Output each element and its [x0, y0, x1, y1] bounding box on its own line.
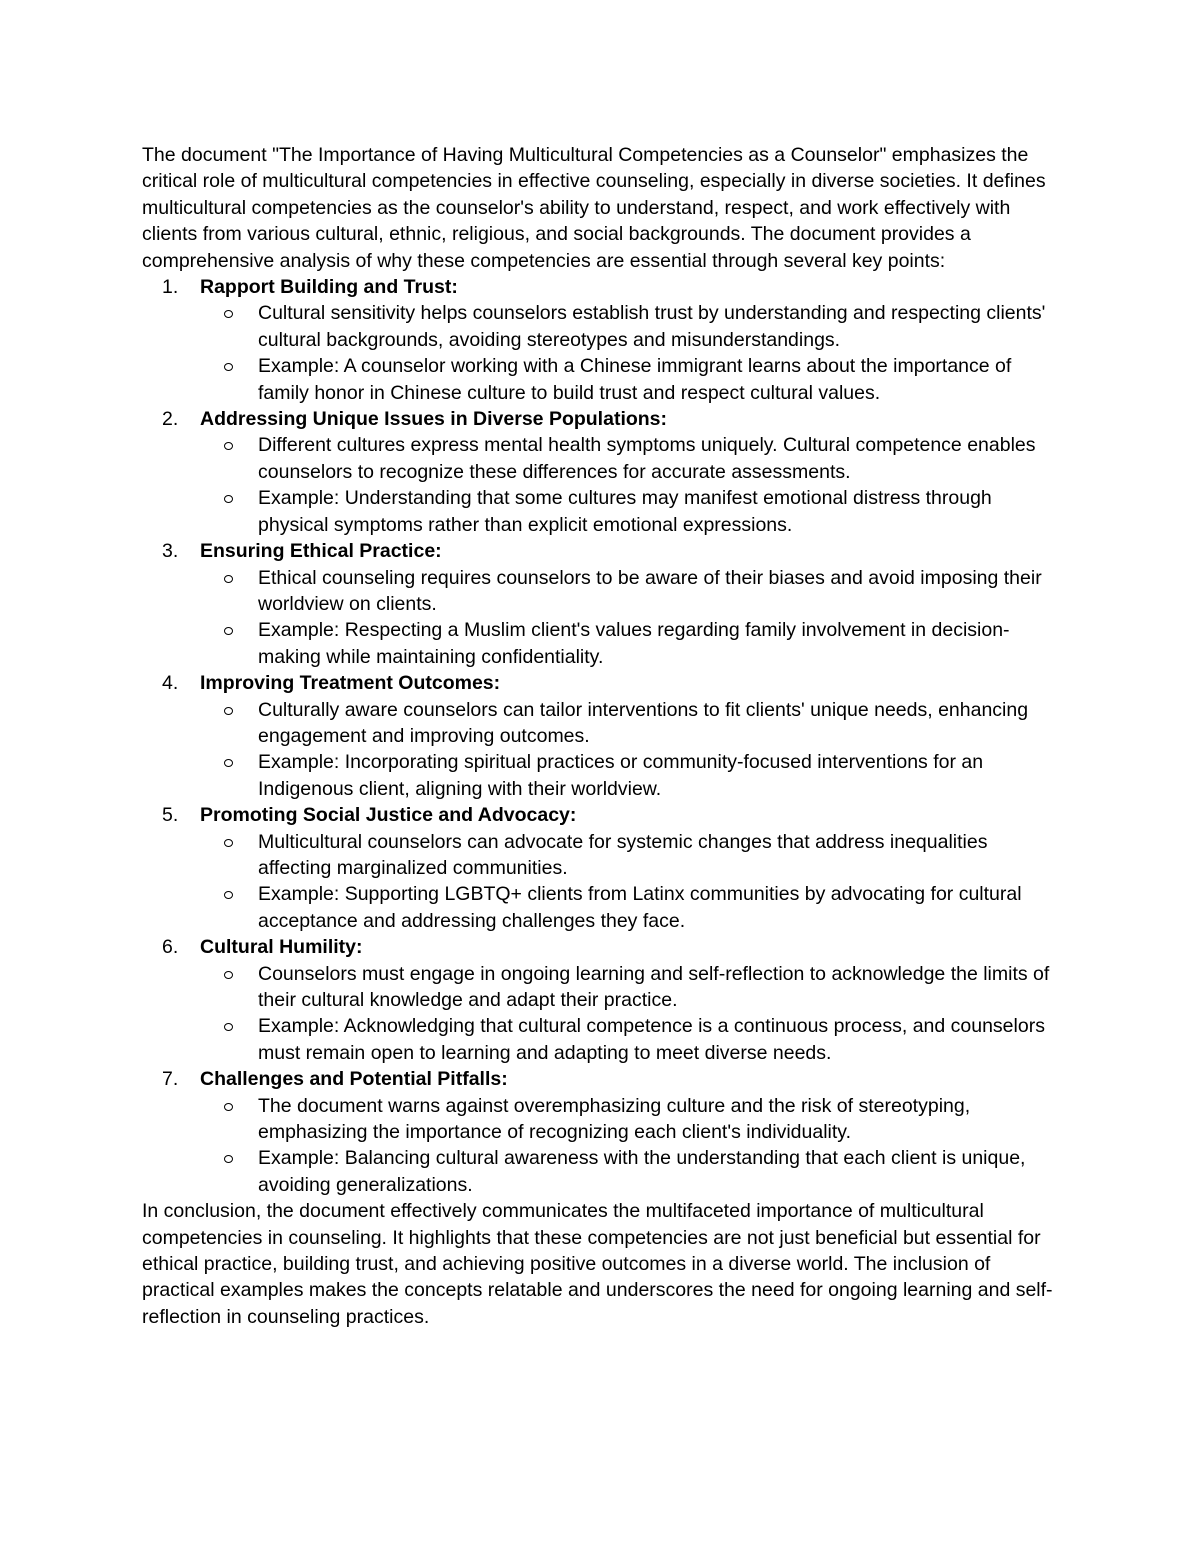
hollow-bullet-icon — [224, 575, 233, 583]
document-page — [142, 142, 1060, 1330]
sub-item — [200, 697, 1060, 750]
sub-item-text: Example: Incorporating spiritual practices or community-focused interventions for an Indigenous client, aligning with their worldview. — [258, 751, 984, 800]
hollow-bullet-icon — [224, 442, 233, 450]
sub-list — [200, 697, 1060, 803]
point-heading: Rapport Building and Trust: — [200, 276, 458, 299]
sub-list — [200, 829, 1060, 935]
sub-item-text: Multicultural counselors can advocate for systemic changes that address inequalities affecting marginalized communities. — [258, 830, 988, 879]
list-item — [142, 802, 1060, 934]
sub-item — [200, 617, 1060, 670]
list-item — [142, 274, 1060, 406]
list-item — [142, 406, 1060, 538]
point-heading: Ensuring Ethical Practice: — [200, 540, 442, 563]
list-item — [142, 934, 1060, 1066]
sub-list — [200, 1093, 1060, 1199]
sub-item — [200, 829, 1060, 882]
hollow-bullet-icon — [224, 627, 233, 635]
point-heading: Cultural Humility: — [200, 936, 363, 959]
conclusion-paragraph: In conclusion, the document effectively communicates the multifaceted importance of multicultural competencies in counseling. It highlights that these competencies are not just beneficial but essential for ethical practice, building trust, and achieving positive outcomes in a diverse world. The inclusion of practical examples makes the concepts relatable and underscores the need for ongoing learning and self-reflection in counseling practices. — [142, 1200, 1053, 1328]
sub-item-text: Culturally aware counselors can tailor interventions to fit clients' unique needs, enhancing engagement and improving outcomes. — [258, 698, 1029, 747]
list-number: 5. — [162, 804, 179, 827]
sub-item-text: Different cultures express mental health symptoms uniquely. Cultural competence enables counselors to recognize these differences for accurate assessments. — [258, 434, 1036, 483]
list-item — [142, 1066, 1060, 1198]
sub-item-text: Example: Respecting a Muslim client's values regarding family involvement in decision-making while maintaining confidentiality. — [258, 619, 1010, 668]
list-number: 7. — [162, 1068, 179, 1091]
hollow-bullet-icon — [224, 891, 233, 899]
hollow-bullet-icon — [224, 839, 233, 847]
list-number: 1. — [162, 276, 179, 299]
hollow-bullet-icon — [224, 363, 233, 371]
sub-item — [200, 432, 1060, 485]
sub-item — [200, 749, 1060, 802]
list-number: 3. — [162, 540, 179, 563]
sub-item — [200, 1145, 1060, 1198]
sub-list — [200, 565, 1060, 671]
sub-list — [200, 300, 1060, 406]
sub-item — [200, 485, 1060, 538]
sub-item-text: Ethical counseling requires counselors to be aware of their biases and avoid imposing their worldview on clients. — [258, 566, 1042, 615]
list-item — [142, 538, 1060, 670]
list-item — [142, 670, 1060, 802]
sub-item — [200, 300, 1060, 353]
sub-item-text: Example: A counselor working with a Chinese immigrant learns about the importance of family honor in Chinese culture to build trust and respect cultural values. — [258, 355, 1012, 404]
point-heading: Promoting Social Justice and Advocacy: — [200, 804, 577, 827]
hollow-bullet-icon — [224, 1103, 233, 1111]
sub-list — [200, 432, 1060, 538]
sub-item-text: Counselors must engage in ongoing learning and self-reflection to acknowledge the limits of their cultural knowledge and adapt their practice. — [258, 962, 1050, 1011]
list-number: 4. — [162, 672, 179, 695]
sub-item-text: Example: Acknowledging that cultural competence is a continuous process, and counselors must remain open to learning and adapting to meet diverse needs. — [258, 1015, 1045, 1064]
sub-item — [200, 565, 1060, 618]
sub-item-text: Example: Supporting LGBTQ+ clients from Latinx communities by advocating for cultural acceptance and addressing challenges they face. — [258, 883, 1022, 932]
sub-item-text: Cultural sensitivity helps counselors establish trust by understanding and respecting clients' cultural backgrounds, avoiding stereotypes and misunderstandings. — [258, 302, 1046, 351]
sub-item-text: The document warns against overemphasizing culture and the risk of stereotyping, emphasizing the importance of recognizing each client's individuality. — [258, 1094, 971, 1144]
hollow-bullet-icon — [224, 759, 233, 767]
key-points-list — [142, 274, 1060, 1198]
sub-item-text: Example: Understanding that some cultures may manifest emotional distress through physical symptoms rather than explicit emotional expressions. — [258, 487, 992, 536]
sub-item — [200, 961, 1060, 1014]
point-heading: Challenges and Potential Pitfalls: — [200, 1068, 508, 1091]
sub-list — [200, 961, 1060, 1067]
list-number: 6. — [162, 936, 179, 959]
intro-paragraph: The document "The Importance of Having Multicultural Competencies as a Counselor" emphasizes the critical role of multicultural competencies in effective counseling, especially in diverse societies. It defines multicultural competencies as the counselor's ability to understand, respect, and work effectively with clients from various cultural, ethnic, religious, and social backgrounds. The document provides a comprehensive analysis of why these competencies are essential through several key points: — [142, 144, 1046, 272]
hollow-bullet-icon — [224, 1155, 233, 1163]
sub-item-text: Example: Balancing cultural awareness with the understanding that each client is unique, avoiding generalizations. — [258, 1147, 1026, 1196]
hollow-bullet-icon — [224, 1023, 233, 1031]
hollow-bullet-icon — [224, 971, 233, 979]
hollow-bullet-icon — [224, 310, 233, 318]
point-heading: Addressing Unique Issues in Diverse Populations: — [200, 408, 668, 431]
list-number: 2. — [162, 408, 179, 431]
hollow-bullet-icon — [224, 707, 233, 715]
sub-item — [200, 353, 1060, 406]
point-heading: Improving Treatment Outcomes: — [200, 672, 501, 695]
sub-item — [200, 1013, 1060, 1066]
sub-item — [200, 1093, 1060, 1146]
sub-item — [200, 881, 1060, 934]
hollow-bullet-icon — [224, 495, 233, 503]
